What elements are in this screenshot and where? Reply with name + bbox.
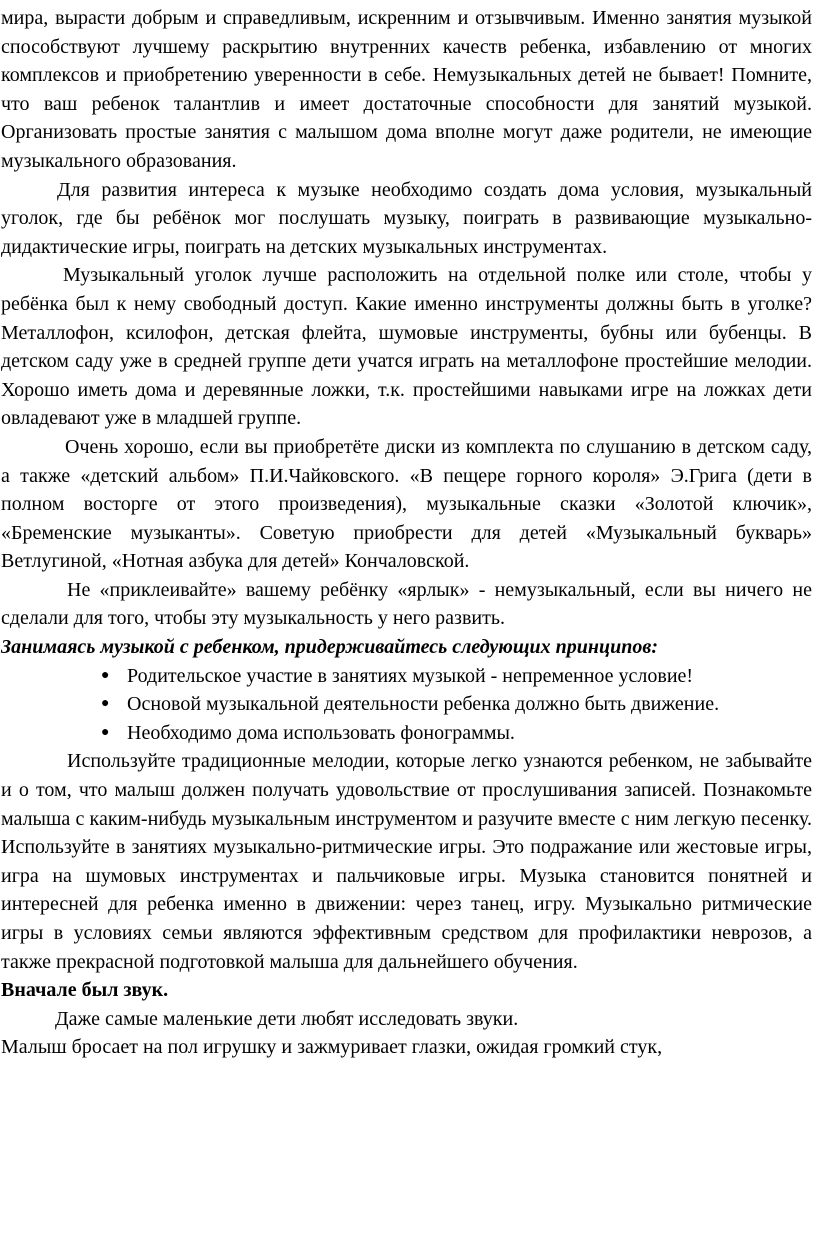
paragraph-continuation: мира, вырасти добрым и справедливым, искренним и отзывчивым. Именно занятия музыкой способствуют лучшему раскрытию внутренних качеств ребенка, избавлению от многих комплексов и приобретению уверенности в себе. Немузыкальных детей не бывает! Помните, что ваш ребенок талантлив и имеет достаточные способности для занятий музыкой. Организовать простые занятия с малышом дома вполне могут даже родители, не имеющие музыкального образования. [1, 7, 812, 172]
bullet-icon: ● [101, 667, 110, 683]
sound-heading: Вначале был звук. [1, 979, 169, 1002]
paragraph-music-corner-instruments: Музыкальный уголок лучше расположить на отдельной полке или столе, чтобы у ребёнка был к нему свободный доступ. Какие именно инструменты должны быть в уголке? Металлофон, ксилофон, детская флейта, шумовые инструменты, бубны или бубенцы. В детском саду уже в средней группе дети учатся играть на металлофоне простейшие мелодии. Хорошо иметь дома и деревянные ложки, т.к. простейшими навыками игре на ложках дети овладевают уже в младшей группе. [1, 264, 812, 430]
bullet-icon: ● [101, 696, 110, 712]
list-item: ● Необходимо дома использовать фонограммы. [127, 719, 812, 748]
list-item: ● Основой музыкальной деятельности ребенка должно быть движение. [127, 690, 812, 719]
principles-list [1, 662, 812, 748]
bullet-icon: ● [101, 724, 110, 740]
paragraph-no-label: Не «приклеивайте» вашему ребёнку «ярлык» - немузыкальный, если вы ничего не сделали для того, чтобы эту музыкальность у него развить. [1, 578, 812, 630]
paragraph-explore-sounds: Даже самые маленькие дети любят исследовать звуки. [55, 1007, 519, 1030]
paragraph-toy-drop: Малыш бросает на пол игрушку и зажмуривает глазки, ожидая громкий стук, [1, 1036, 663, 1059]
list-item: ● Родительское участие в занятиях музыкой - непременное условие! [127, 662, 812, 691]
principles-heading: Занимаясь музыкой с ребенком, придерживайтесь следующих принципов: [1, 636, 658, 659]
paragraph-music-corner-intro: Для развития интереса к музыке необходимо создать дома условия, музыкальный уголок, где бы ребёнок мог послушать музыку, поиграть в развивающие музыкально-дидактические игры, поиграть на детских музыкальных инструментах. [1, 178, 812, 258]
paragraph-melodies: Используйте традиционные мелодии, которые легко узнаются ребенком, не забывайте и о том, что малыш должен получать удовольствие от прослушивания записей. Познакомьте малыша с каким-нибудь музыкальным инструментом и разучите вместе с ним легкую песенку. Используйте в занятиях музыкально-ритмические игры. Это подражание или жестовые игры, игра на шумовых инструментах и пальчиковые игры. Музыка становится понятней и интересней для ребенка именно в движении: через танец, игру. Музыкально ритмические игры в условиях семьи являются эффективным средством для профилактики неврозов, а также прекрасной подготовкой малыша для дальнейшего обучения. [1, 750, 812, 973]
paragraph-recordings: Очень хорошо, если вы приобретёте диски из комплекта по слушанию в детском саду, а также «детский альбом» П.И.Чайковского. «В пещере горного короля» Э.Грига (дети в полном восторге от этого произведения), музыкальные сказки «Золотой ключик», «Бременские музыканты». Советую приобрести для детей «Музыкальный букварь» Ветлугиной, «Нотная азбука для детей» Кончаловской. [1, 435, 812, 573]
